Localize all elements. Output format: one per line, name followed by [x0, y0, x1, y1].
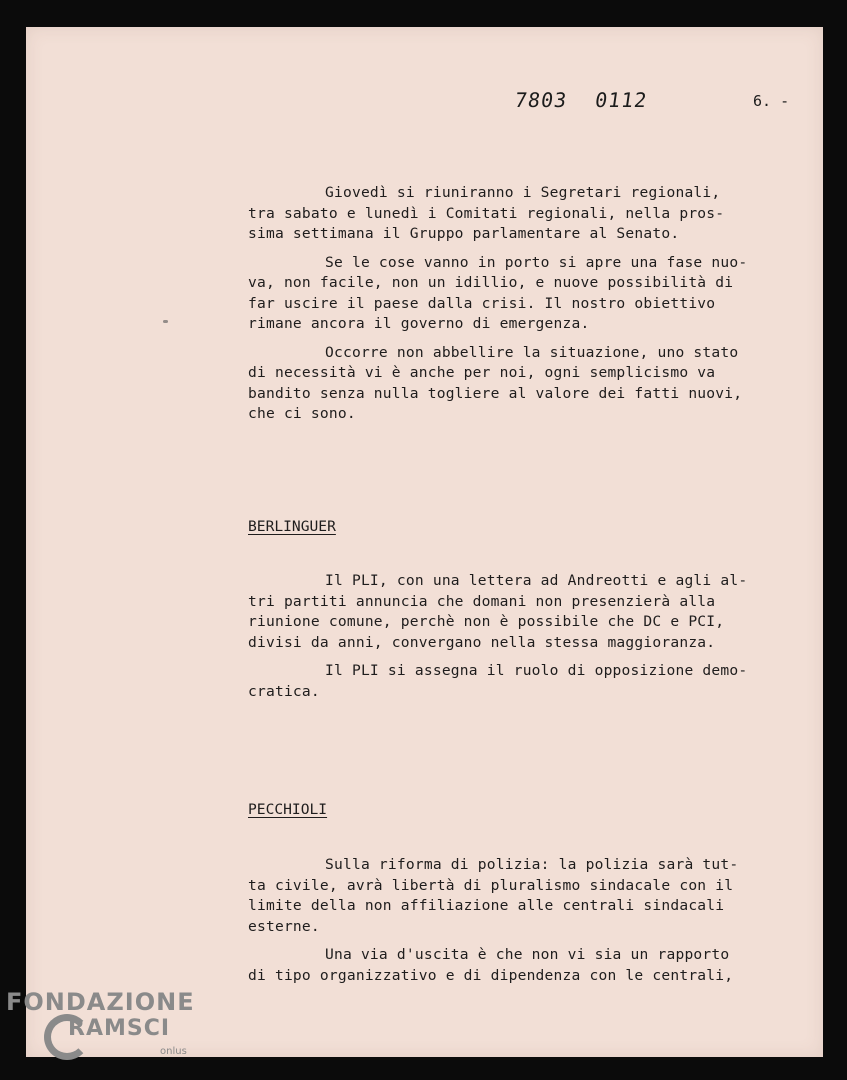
paragraph: Il PLI, con una lettera ad Andreotti e agli al- tri partiti annuncia che domani non presenzierà alla riunione comune, perchè non è possibile che DC e PCI, divisi da anni, convergano nella stessa maggioranza. — [248, 572, 748, 651]
paragraph: Sulla riforma di polizia: la polizia sarà tut- ta civile, avrà libertà di pluralismo sindacale con il limite della non affiliazione alle centrali sindacali esterne. — [248, 856, 739, 935]
intro-section — [248, 183, 788, 433]
fondazione-gramsci-logo — [6, 988, 221, 1068]
page-number: 6. - — [753, 92, 790, 110]
paragraph: Una via d'uscita è che non vi sia un rapporto di tipo organizzativo e di dipendenza con le centrali, — [248, 946, 734, 984]
logo-line-2: RAMSCI — [68, 1016, 171, 1041]
ink-mark — [163, 320, 168, 323]
paragraph: Il PLI si assegna il ruolo di opposizione demo- cratica. — [248, 662, 748, 700]
section-heading-berlinguer: BERLINGUER — [248, 518, 336, 535]
paragraph: Giovedì si riuniranno i Segretari regionali, tra sabato e lunedì i Comitati regionali, nella pros- sima settimana il Gruppo parlamentare al Senato. — [248, 184, 725, 242]
section-heading-pecchioli: PECCHIOLI — [248, 801, 328, 818]
pecchioli-section — [248, 855, 788, 994]
berlinguer-section — [248, 571, 788, 710]
logo-line-1: FONDAZIONE — [6, 988, 195, 1016]
paragraph: Se le cose vanno in porto si apre una fase nuo- va, non facile, non un idillio, e nuove possibilità di far uscire il paese dalla crisi. Il nostro obiettivo rimane ancora il governo di emergenza. — [248, 253, 748, 332]
document-number-part-1: 7803 — [513, 88, 569, 112]
logo-line-3: onlus — [160, 1046, 187, 1057]
paragraph: Occorre non abbellire la situazione, uno stato di necessità vi è anche per noi, ogni semplicismo va bandito senza nulla togliere al valore dei fatti nuovi, che ci sono. — [248, 343, 743, 422]
document-number-part-2: 0112 — [593, 88, 650, 112]
document-number — [513, 88, 677, 112]
